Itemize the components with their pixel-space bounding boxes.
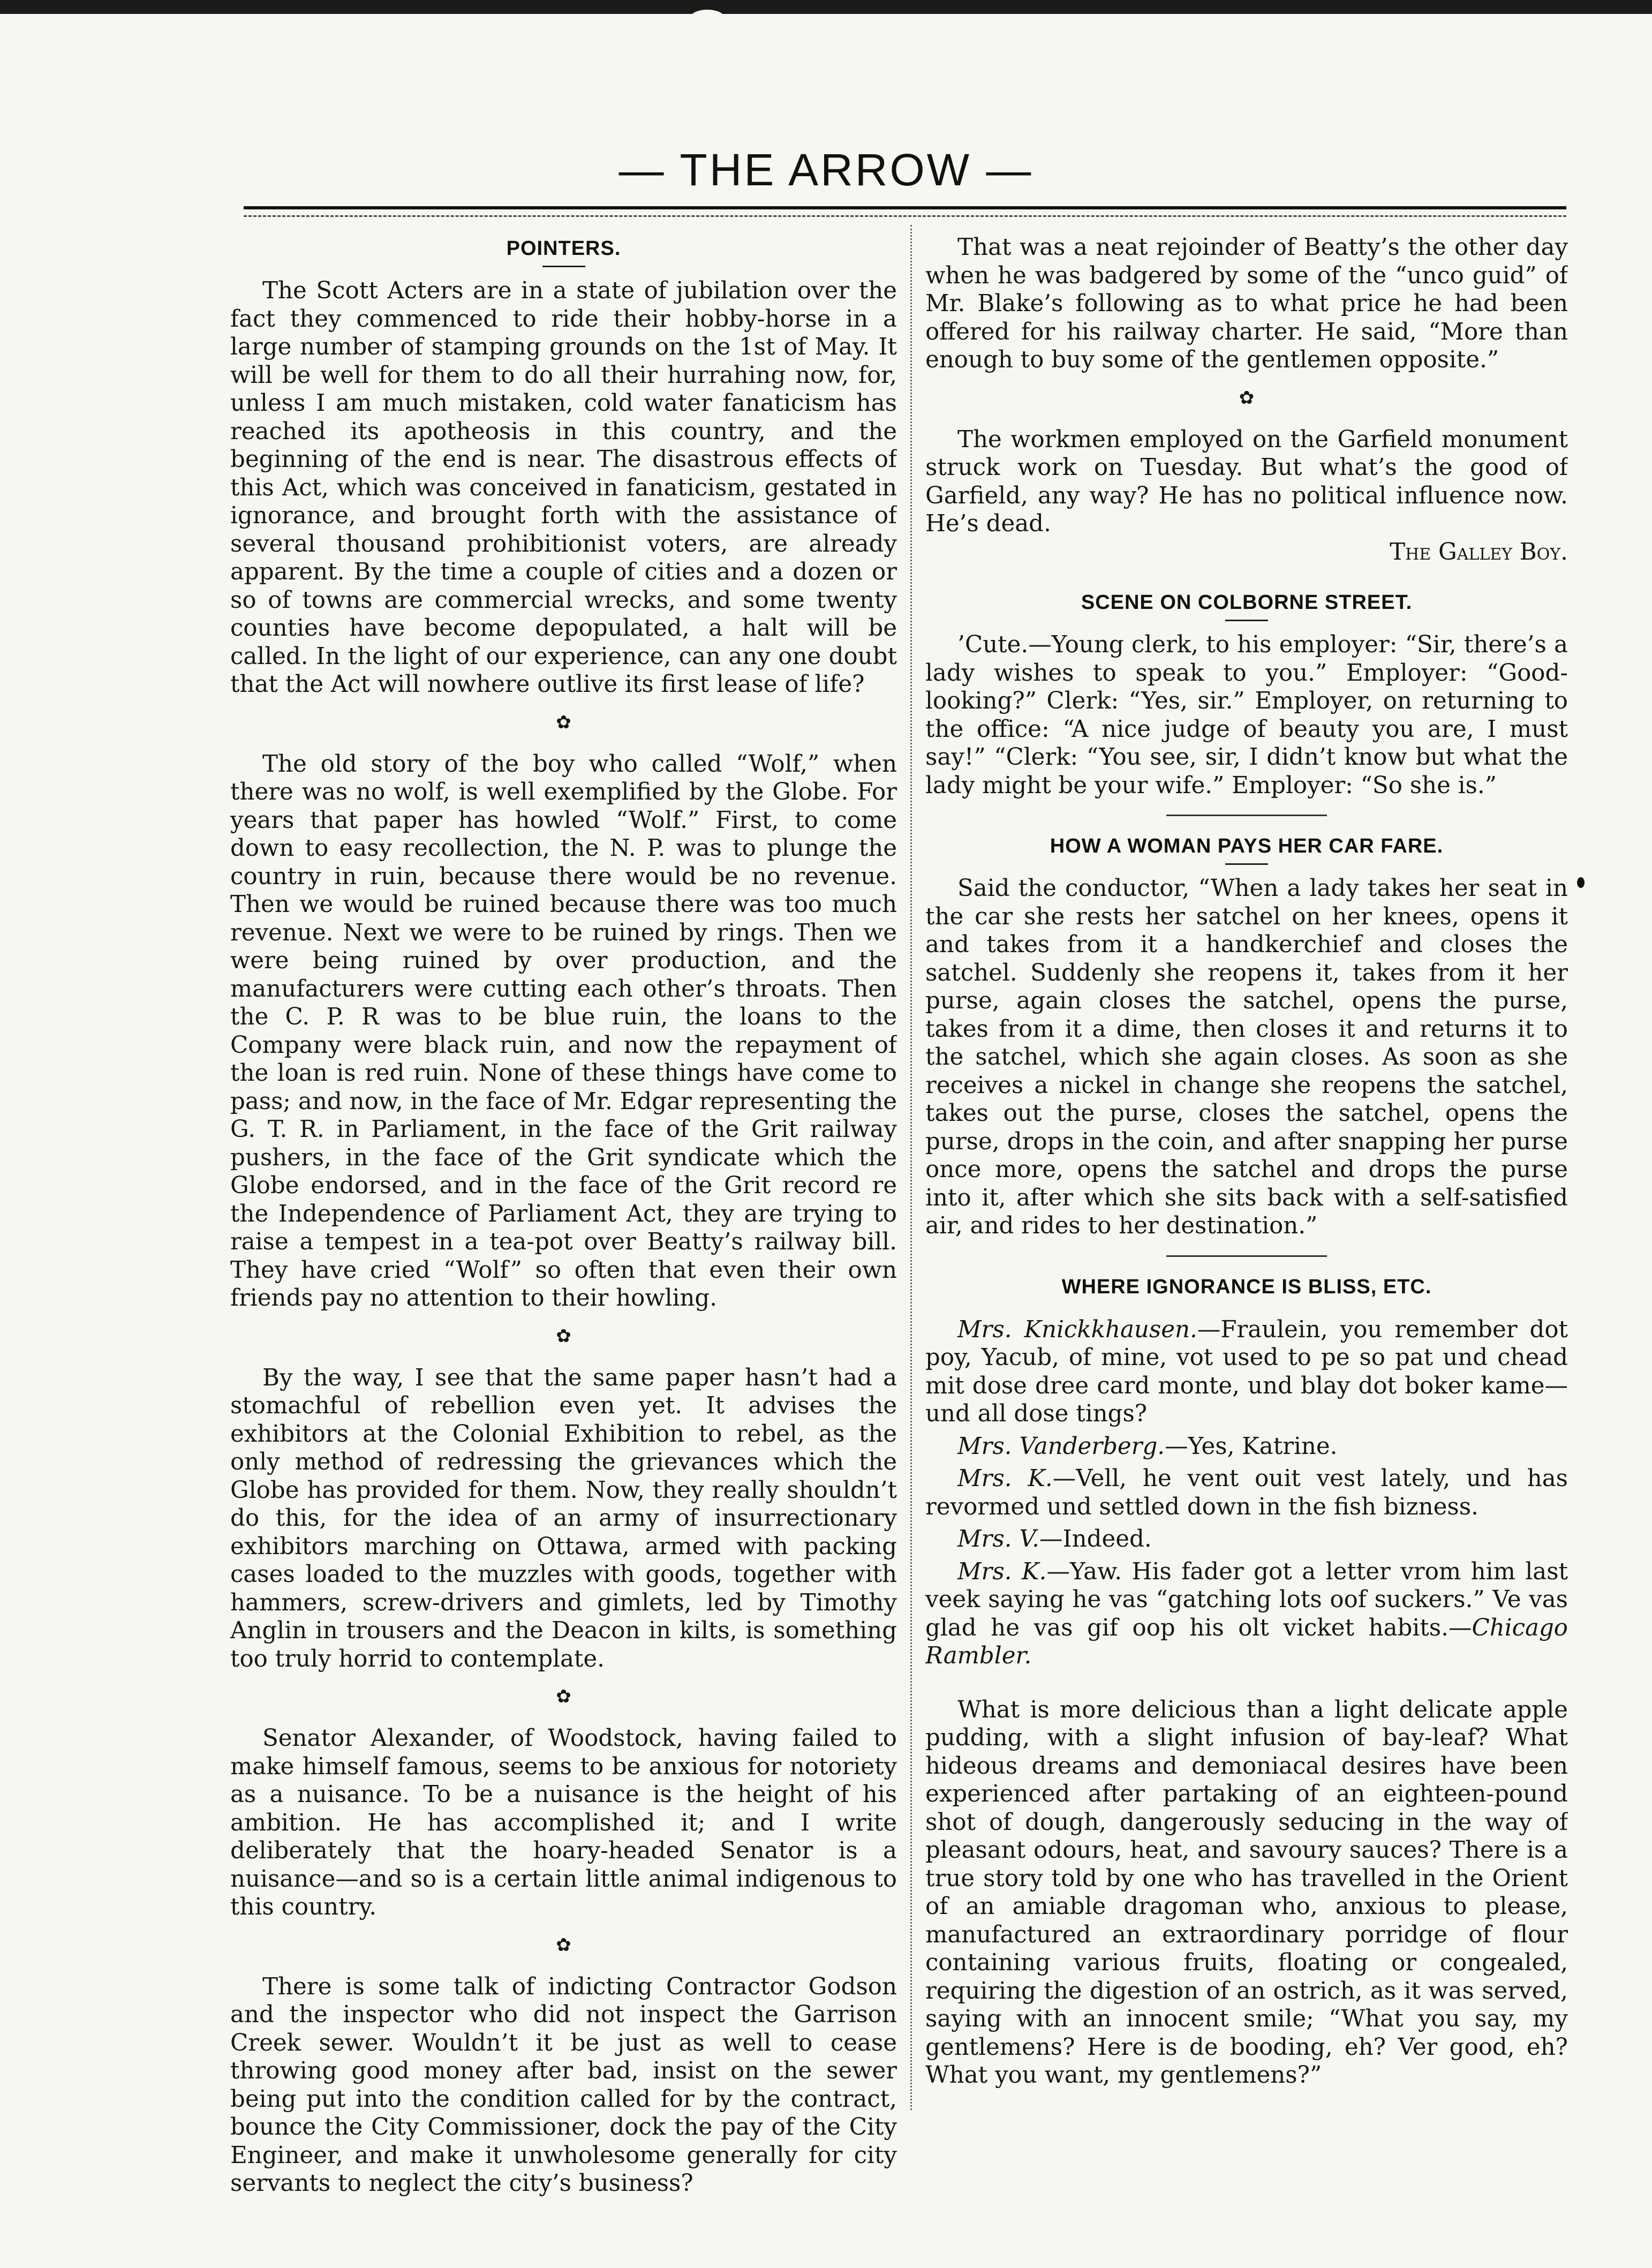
dialogue-speaker: Mrs. K.	[957, 1558, 1047, 1585]
dialogue-speaker: Mrs. Knickkhausen.	[957, 1316, 1197, 1343]
masthead-rule	[244, 206, 1566, 209]
top-rule-notch	[691, 10, 724, 25]
pointers-paragraph-sewer: There is some talk of indicting Contractor Godson and the inspector who did not inspect the Garrison Creek sewer. Wouldn’t it be just as well to cease throwing good money after bad, insist on the sewer being put into the condition called for by the contract, bounce the City Commissioner, dock the pay of the City Engineer, and make it unwholesome generally for city servants to neglect the city’s business?	[230, 1973, 897, 2197]
heading-dash	[1225, 620, 1268, 621]
section-ornament: ✿	[556, 711, 571, 733]
masthead-title: — THE ARROW —	[618, 145, 1034, 195]
car-fare-heading: HOW A WOMAN PAYS HER CAR FARE.	[1050, 835, 1444, 857]
section-rule	[1166, 1255, 1327, 1257]
dialogue-line	[925, 1316, 1568, 1428]
dialogue-text: —Yaw. His fader got a letter vrom him last veek saying he vas “gatching lots oof suckers.” Ve vas glad he vas gif oop his olt vicket habits.—	[925, 1558, 1568, 1641]
right-column	[925, 233, 1568, 2226]
ignorance-heading: WHERE IGNORANCE IS BLISS, ETC.	[1061, 1275, 1432, 1298]
dialogue-source: Chicago Rambler.	[925, 1614, 1568, 1669]
pointers-paragraph-rebellion: By the way, I see that the same paper hasn’t had a stomachful of rebellion even yet. It advises the exhibitors at the Colonial Exhibition to rebel, as the only method of redressing the grievances which the Globe has provided for them. Now, they really shouldn’t do this, for the idea of an army of insurrectionary exhibitors marching on Ottawa, armed with packing cases loaded to the muzzles with goods, together with hammers, screw-drivers and gimlets, led by Timothy Anglin in trousers and the Deacon in kilts, is something too truly horrid to contemplate.	[230, 1364, 897, 1672]
dialogue-line	[925, 1433, 1568, 1461]
pudding-paragraph: What is more delicious than a light delicate apple pudding, with a slight infusion of bay-leaf? What hideous dreams and demoniacal desires have been experienced after partaking of an eighteen-pound shot of dough, dangerously seducing in the way of pleasant odours, heat, and savoury sauces? There is a true story told by one who has travelled in the Orient of an amiable dragoman who, anxious to please, manufactured an extraordinary porridge of flour containing various fruits, floating or congealed, requiring the digestion of an ostrich, as it was served, saying with an innocent smile; “What you say, my gentlemens? Here is de booding, eh? Ver good, eh? What you want, my gentlemens?”	[925, 1696, 1568, 2089]
section-ornament: ✿	[556, 1686, 571, 1707]
dialogue-text: —Indeed.	[1039, 1526, 1152, 1553]
left-column	[230, 233, 897, 2226]
dialogue-line	[925, 1525, 1568, 1554]
pointers-paragraph-scott-act: The Scott Acters are in a state of jubilation over the fact they commenced to ride their hobby-horse in a large number of stamping grounds on the 1st of May. It will be well for them to do all their hurrahing now, for, unless I am much mistaken, cold water fanaticism has reached its apotheosis in this country, and the beginning of the end is near. The disastrous effects of this Act, which was conceived in fanaticism, gestated in ignorance, and brought forth with the assistance of several thousand prohibitionist voters, are already apparent. By the time a couple of cities and a dozen or so of towns are commercial wrecks, and some twenty counties have become depopulated, a halt will be called. In the light of our experience, can any one doubt that the Act will nowhere outlive its first lease of life?	[230, 277, 897, 698]
heading-dash	[1225, 863, 1268, 865]
section-ornament: ✿	[556, 1934, 571, 1956]
margin-ink-dot	[1577, 877, 1585, 888]
pointers-heading: POINTERS.	[506, 237, 621, 260]
dialogue-text: —Fraulein, you remember dot poy, Yacub, of mine, vot used to pe so pat und chead mit dose dree card monte, und blay dot boker kame—und all dose tings?	[925, 1316, 1568, 1427]
dialogue-text: —Yes, Katrine.	[1165, 1433, 1338, 1460]
top-border-rule	[0, 0, 1652, 14]
galley-boy-signature: The Galley Boy.	[1390, 538, 1568, 566]
dialogue-speaker: Mrs. Vanderberg.	[957, 1433, 1165, 1460]
pointers-paragraph-senator: Senator Alexander, of Woodstock, having failed to make himself famous, seems to be anxious for notoriety as a nuisance. To be a nuisance is the height of his ambition. He has accomplished it; and I write deliberately that the hoary-headed Senator is a nuisance—and so is a certain little animal indigenous to this country.	[230, 1725, 897, 1920]
section-ornament: ✿	[1239, 387, 1255, 409]
car-fare-paragraph: Said the conductor, “When a lady takes her seat in the car she rests her satchel on her knees, opens it and takes from it a handkerchief and closes the satchel. Suddenly she reopens it, takes from it her purse, again closes the satchel, opens the purse, takes from it a dime, then closes it and returns it to the satchel, which she again closes. As soon as she receives a nickel in change she reopens the satchel, takes out the purse, closes the satchel, opens the purse, drops in the coin, and after snapping her purse once more, opens the satchel and drops the purse into it, after which she sits back with a self-satisfied air, and rides to her destination.”	[925, 875, 1568, 1239]
beatty-rejoinder-paragraph: That was a neat rejoinder of Beatty’s the other day when he was badgered by some of the “unco guid” of Mr. Blake’s following as to what price he had been offered for his railway charter. He said, “More than enough to buy some of the gentlemen opposite.”	[925, 234, 1568, 373]
garfield-paragraph: The workmen employed on the Garfield monument struck work on Tuesday. But what’s the good of Garfield, any way? He has no political influence now. He’s dead.	[925, 426, 1568, 537]
dialogue-text: —Vell, he vent ouit vest lately, und has revormed und settled down in the fish bizness.	[925, 1465, 1568, 1520]
dialogue-line	[925, 1465, 1568, 1521]
section-ornament: ✿	[556, 1325, 571, 1347]
colborne-paragraph: ’Cute.—Young clerk, to his employer: “Sir, there’s a lady wishes to speak to you.” Employer: “Good-looking?” Clerk: “Yes, sir.” Employer, on returning to the office: “A nice judge of beauty you are, I must say!” “Clerk: “You see, sir, I didn’t know but what the lady might be your wife.” Employer: “So she is.”	[925, 631, 1568, 799]
column-divider	[910, 225, 912, 2110]
dialogue-line	[925, 1558, 1568, 1670]
masthead-rule-dashed	[244, 215, 1566, 217]
colborne-heading: SCENE ON COLBORNE STREET.	[1081, 591, 1413, 614]
dialogue-speaker: Mrs. V.	[957, 1526, 1039, 1553]
pointers-paragraph-wolf: The old story of the boy who called “Wolf,” when there was no wolf, is well exemplified by the Globe. For years that paper has howled “Wolf.” First, to come down to easy recollection, the N. P. was to plunge the country in ruin, because there would be no revenue. Then we would be ruined because there was too much revenue. Next we were to be ruined by rings. Then we were being ruined by over production, and the manufacturers were cutting each other’s throats. Then the C. P. R was to be blue ruin, the loans to the Company were black ruin, and now the repayment of the loan is red ruin. None of these things have come to pass; and now, in the face of Mr. Edgar representing the G. T. R. in Parliament, in the face of the Grit railway pushers, in the face of the Grit syndicate which the Globe endorsed, and in the face of the Grit record re the Independence of Parliament Act, they are trying to raise a tempest in a tea-pot over Beatty’s railway bill. They have cried “Wolf” so often that even their own friends pay no attention to their howling.	[230, 750, 897, 1312]
dialogue-speaker: Mrs. K.	[957, 1465, 1053, 1492]
heading-dash	[542, 266, 585, 267]
section-rule	[1166, 815, 1327, 816]
